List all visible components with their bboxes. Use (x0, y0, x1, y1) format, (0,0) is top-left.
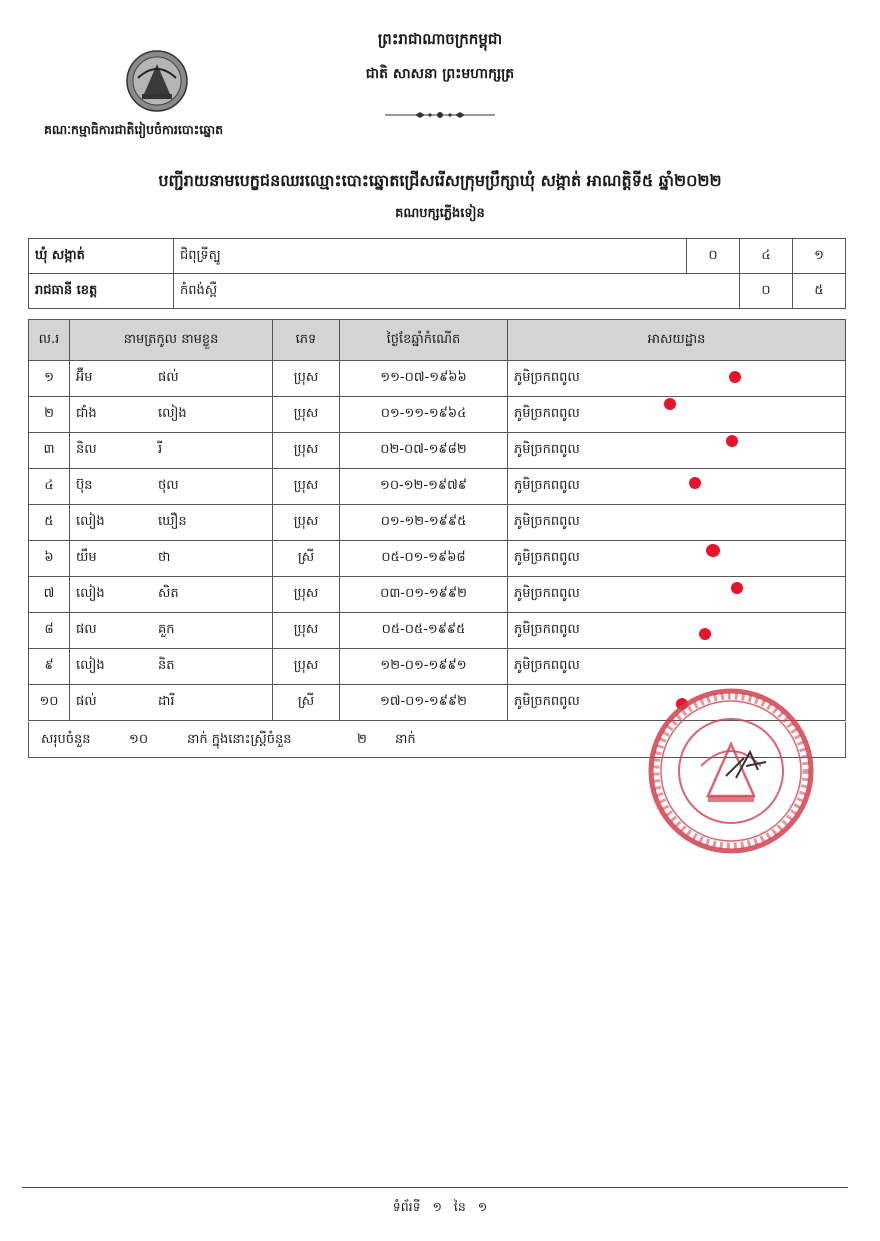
commune-code-2: ៤ (740, 239, 793, 274)
table-row (29, 649, 846, 685)
header-no: ល.រ (29, 320, 70, 361)
given-name: ផល់ (152, 361, 273, 397)
date-of-birth: ០៥-០៥-១៩៩៥ (340, 613, 508, 649)
address: ភូមិច្រកពពូល (508, 469, 846, 505)
sex: ស្រី (273, 541, 340, 577)
address: ភូមិច្រកពពូល (508, 433, 846, 469)
family-name: ប៊ុន (70, 469, 153, 505)
commune-label: ឃុំ សង្កាត់ (29, 239, 174, 274)
sex: ប្រុស (273, 649, 340, 685)
sex: ប្រុស (273, 577, 340, 613)
address: ភូមិច្រកពពូល (508, 613, 846, 649)
date-of-birth: ០២-០៧-១៩៨២ (340, 433, 508, 469)
family-name: លៀង (70, 577, 153, 613)
sex: ស្រី (273, 685, 340, 721)
province-row (29, 274, 846, 309)
sex: ប្រុស (273, 613, 340, 649)
given-name: គួក (152, 613, 273, 649)
organization-name: គណៈកម្មាធិការជាតិរៀបចំការបោះឆ្នោត (44, 122, 224, 137)
kingdom-heading: ព្រះរាជាណាចក្រកម្ពុជា (377, 30, 503, 48)
page-label: ទំព័រទី (392, 1199, 421, 1214)
commune-row (29, 239, 846, 274)
sex: ប្រុស (273, 361, 340, 397)
address: ភូមិច្រកពពូល (508, 505, 846, 541)
table-row (29, 397, 846, 433)
national-motto: ជាតិ សាសនា ព្រះមហាក្សត្រ (365, 66, 515, 82)
date-of-birth: ០១-១២-១៩៩៥ (340, 505, 508, 541)
address: ភូមិច្រកពពូល (508, 361, 846, 397)
row-number: ៤ (29, 469, 70, 505)
row-number: ៣ (29, 433, 70, 469)
family-name: ជាំង (70, 397, 153, 433)
given-name: សិត (152, 577, 273, 613)
province-code-1: ០ (740, 274, 793, 309)
commune-code-3: ១ (793, 239, 846, 274)
row-number: ៧ (29, 577, 70, 613)
province-label: រាជធានី ខេត្ត (29, 274, 174, 309)
family-name: លៀង (70, 505, 153, 541)
date-of-birth: ០៣-០១-១៩៩២ (340, 577, 508, 613)
table-row (29, 361, 846, 397)
row-number: ៩ (29, 649, 70, 685)
table-row (29, 577, 846, 613)
sex: ប្រុស (273, 505, 340, 541)
summary-unit-women-label: នាក់ ក្នុងនោះស្ត្រីចំនួន (187, 732, 292, 747)
page-number: ១ (432, 1199, 442, 1214)
family-name: អ៊ឹម (70, 361, 153, 397)
family-name: ផល់ (70, 685, 153, 721)
red-mark (699, 628, 711, 640)
header-dob: ថ្ងៃខែឆ្នាំកំណើត (340, 320, 508, 361)
header-address: អាសយដ្ឋាន (508, 320, 846, 361)
commune-value: ជិពុទ្រីត្បូ (174, 239, 687, 274)
table-row (29, 541, 846, 577)
candidate-table (28, 319, 846, 721)
family-name: យឹម (70, 541, 153, 577)
header-sex: ភេទ (273, 320, 340, 361)
address: ភូមិច្រកពពូល (508, 541, 846, 577)
date-of-birth: ១២-០១-១៩៩១ (340, 649, 508, 685)
given-name: ឃឿន (152, 505, 273, 541)
date-of-birth: ១៧-០១-១៩៩២ (340, 685, 508, 721)
party-name: គណបក្សភ្លើងទៀន (395, 206, 485, 221)
row-number: ៨ (29, 613, 70, 649)
address: ភូមិច្រកពពូល (508, 649, 846, 685)
location-table (28, 238, 846, 309)
red-mark (664, 398, 676, 410)
red-mark (706, 544, 720, 557)
province-code-2: ៥ (793, 274, 846, 309)
sex: ប្រុស (273, 469, 340, 505)
sex: ប្រុស (273, 397, 340, 433)
red-mark (731, 582, 743, 594)
table-header-row (29, 320, 846, 361)
official-seal-icon (646, 686, 816, 856)
nec-emblem-icon (126, 50, 188, 112)
given-name: លៀង (152, 397, 273, 433)
given-name: រី (152, 433, 273, 469)
summary-unit: នាក់ (395, 732, 416, 747)
address: ភូមិច្រកពពូល (508, 685, 846, 721)
date-of-birth: ០៥-០១-១៩៦៨ (340, 541, 508, 577)
row-number: ៥ (29, 505, 70, 541)
address: ភូមិច្រកពពូល (508, 577, 846, 613)
family-name: លៀង (70, 649, 153, 685)
page-of-label: នៃ (453, 1199, 466, 1214)
sex: ប្រុស (273, 433, 340, 469)
table-row (29, 505, 846, 541)
address: ភូមិច្រកពពូល (508, 397, 846, 433)
date-of-birth: ១១-០៧-១៩៦៦ (340, 361, 508, 397)
given-name: ដារី (152, 685, 273, 721)
row-number: ១០ (29, 685, 70, 721)
summary-total: ១០ (129, 732, 149, 747)
date-of-birth: ០១-១១-១៩៦៤ (340, 397, 508, 433)
row-number: ២ (29, 397, 70, 433)
table-row (29, 613, 846, 649)
red-mark (689, 477, 701, 489)
province-value: កំពង់ស្ពឺ (174, 274, 740, 309)
header-name: នាមត្រកូល នាមខ្លួន (70, 320, 273, 361)
page-indicator (300, 1199, 580, 1218)
given-name: ថា (152, 541, 273, 577)
row-number: ១ (29, 361, 70, 397)
given-name: និត (152, 649, 273, 685)
red-mark (726, 435, 738, 447)
commune-code-1: ០ (687, 239, 740, 274)
row-number: ៦ (29, 541, 70, 577)
table-row (29, 433, 846, 469)
family-name: និល (70, 433, 153, 469)
page-total: ១ (477, 1199, 488, 1214)
red-mark (729, 371, 741, 383)
summary-women: ២ (357, 732, 367, 747)
footer-divider (22, 1187, 848, 1188)
family-name: ផល (70, 613, 153, 649)
date-of-birth: ១០-១២-១៩៧៩ (340, 469, 508, 505)
table-row (29, 469, 846, 505)
given-name: ថុល (152, 469, 273, 505)
document-title: បញ្ជីរាយនាមបេក្ខជនឈរឈ្មោះបោះឆ្នោតជ្រើសរើសក្រុមប្រឹក្សាឃុំ សង្កាត់ អាណត្តិទី៥ ឆ្នាំ២០២២ (158, 171, 722, 190)
ornament-divider-icon (385, 108, 495, 122)
summary-total-label: សរុបចំនួន (41, 732, 91, 747)
